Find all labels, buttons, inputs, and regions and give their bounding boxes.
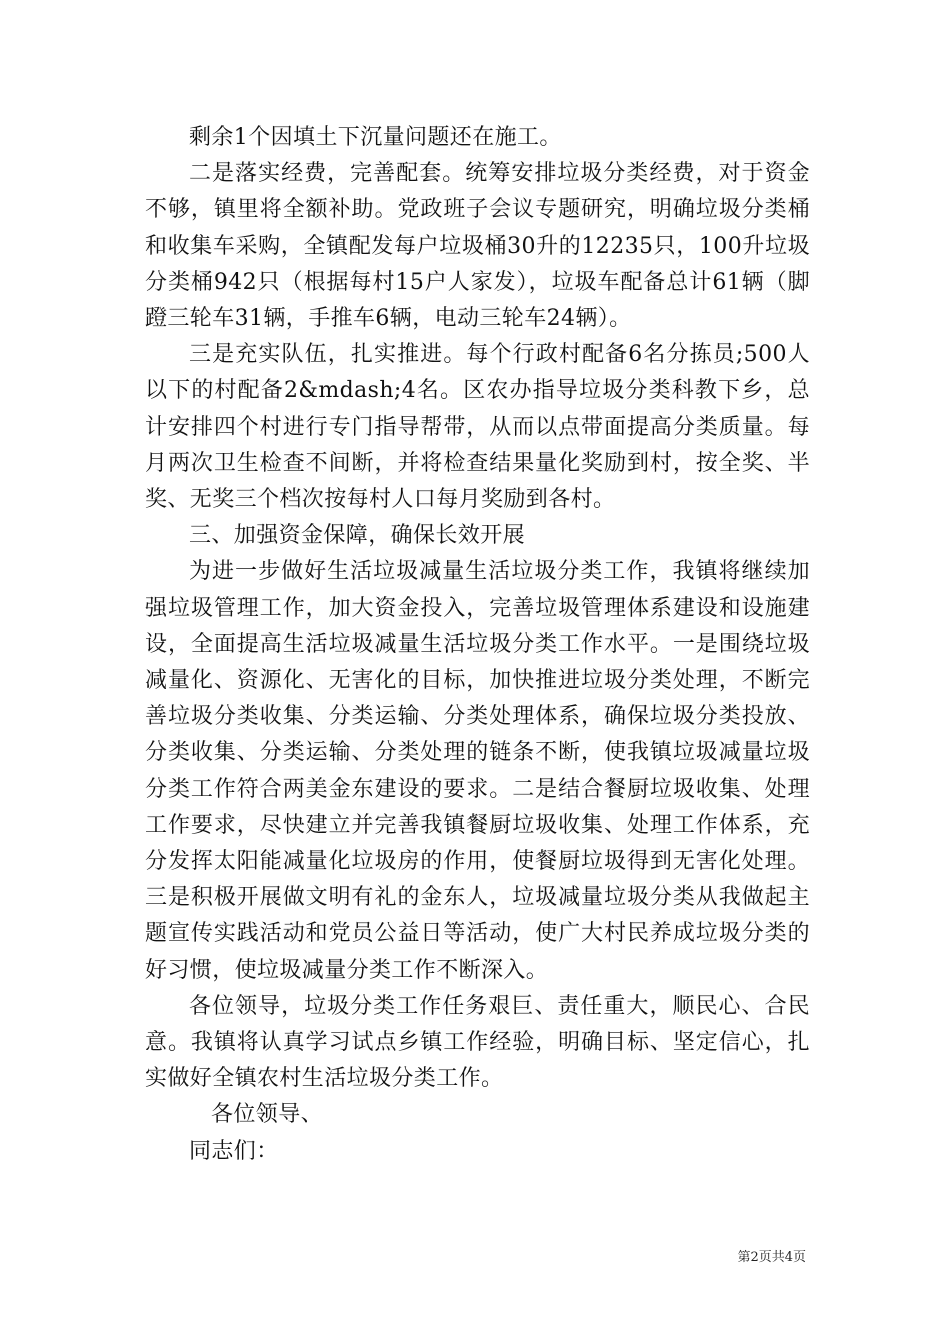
paragraph-1: 剩余1个因填土下沉量问题还在施工。 xyxy=(189,125,562,150)
section-heading: 三、加强资金保障，确保长效开展 xyxy=(189,523,526,549)
paragraph-3: 三是充实队伍，扎实推进。每个行政村配备6名分拣员;500人以下的村配备2&mdash;4名。区农办指导垃圾分类科教下乡，总计安排四个村进行专门指导帮带，从而以点带面提高分类质量。每月两次卫生检查不间断，并将检查结果量化奖励到村，按全奖、半奖、无奖三个档次按每村人口每月奖励到各村。 xyxy=(145,342,810,513)
closing-salutation-1: 各位领导、 xyxy=(211,1102,324,1128)
paragraph-2: 二是落实经费，完善配套。统筹安排垃圾分类经费，对于资金不够，镇里将全额补助。党政班子会议专题研究，明确垃圾分类桶和收集车采购，全镇配发每户垃圾桶30升的12235只，100升垃圾分类桶942只（根据每村15户人家发），垃圾车配备总计61辆（脚蹬三轮车31辆，手推车6辆，电动三轮车24辆）。 xyxy=(145,161,810,332)
paragraph-5: 各位领导，垃圾分类工作任务艰巨、责任重大，顺民心、合民意。我镇将认真学习试点乡镇工作经验，明确目标、坚定信心，扎实做好全镇农村生活垃圾分类工作。 xyxy=(145,993,810,1092)
paragraph-4: 为进一步做好生活垃圾减量生活垃圾分类工作，我镇将继续加强垃圾管理工作，加大资金投入，完善垃圾管理体系建设和设施建设，全面提高生活垃圾减量生活垃圾分类工作水平。一是围绕垃圾减量化、资源化、无害化的目标，加快推进垃圾分类处理，不断完善垃圾分类收集、分类运输、分类处理体系，确保垃圾分类投放、分类收集、分类运输、分类处理的链条不断，使我镇垃圾减量垃圾分类工作符合两美金东建设的要求。二是结合餐厨垃圾收集、处理工作要求，尽快建立并完善我镇餐厨垃圾收集、处理工作体系，充分发挥太阳能减量化垃圾房的作用，使餐厨垃圾得到无害化处理。三是积极开展做文明有礼的金东人，垃圾减量垃圾分类从我做起主题宣传实践活动和党员公益日等活动，使广大村民养成垃圾分类的好习惯，使垃圾减量分类工作不断深入。 xyxy=(145,559,810,983)
closing-salutation-2: 同志们： xyxy=(189,1138,279,1164)
page-number: 第2页共4页 xyxy=(737,1250,806,1265)
document-body xyxy=(145,120,810,1170)
